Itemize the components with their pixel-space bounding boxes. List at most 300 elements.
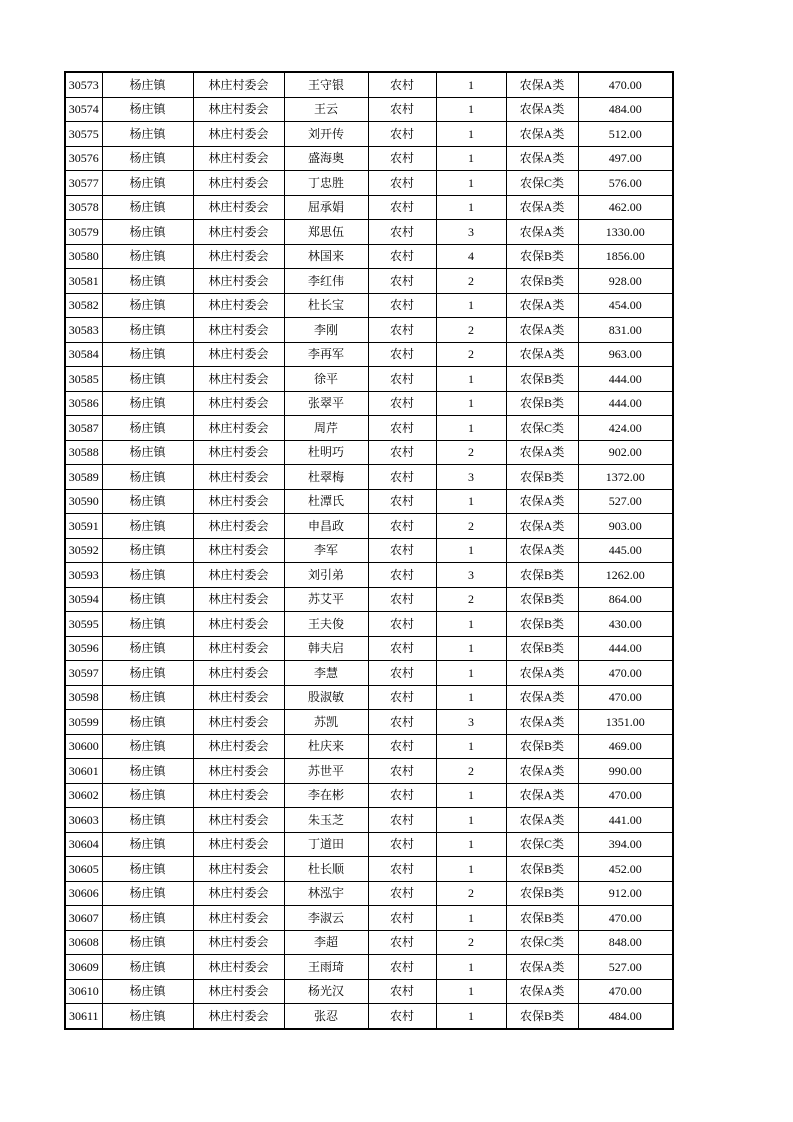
cell-area-type: 农村	[368, 514, 436, 539]
table-row	[65, 1004, 673, 1029]
cell-name: 申昌政	[284, 514, 368, 539]
cell-person-count: 2	[436, 759, 506, 784]
table-row	[65, 97, 673, 122]
cell-name: 苏艾平	[284, 587, 368, 612]
cell-id: 30606	[65, 881, 102, 906]
cell-person-count: 1	[436, 1004, 506, 1029]
cell-town: 杨庄镇	[102, 514, 193, 539]
cell-town: 杨庄镇	[102, 72, 193, 97]
cell-id: 30599	[65, 710, 102, 735]
cell-area-type: 农村	[368, 391, 436, 416]
cell-insurance-class: 农保B类	[506, 391, 578, 416]
cell-area-type: 农村	[368, 563, 436, 588]
cell-name: 李淑云	[284, 906, 368, 931]
cell-insurance-class: 农保B类	[506, 857, 578, 882]
cell-insurance-class: 农保A类	[506, 97, 578, 122]
cell-person-count: 2	[436, 342, 506, 367]
cell-area-type: 农村	[368, 906, 436, 931]
cell-amount: 444.00	[578, 367, 673, 392]
cell-amount: 469.00	[578, 734, 673, 759]
cell-area-type: 农村	[368, 146, 436, 171]
cell-area-type: 农村	[368, 171, 436, 196]
cell-town: 杨庄镇	[102, 538, 193, 563]
cell-village: 林庄村委会	[193, 342, 284, 367]
cell-area-type: 农村	[368, 416, 436, 441]
cell-person-count: 2	[436, 269, 506, 294]
cell-town: 杨庄镇	[102, 857, 193, 882]
cell-id: 30605	[65, 857, 102, 882]
cell-area-type: 农村	[368, 465, 436, 490]
cell-insurance-class: 农保C类	[506, 171, 578, 196]
cell-name: 徐平	[284, 367, 368, 392]
cell-id: 30577	[65, 171, 102, 196]
cell-name: 王夫俊	[284, 612, 368, 637]
cell-amount: 452.00	[578, 857, 673, 882]
table-row	[65, 465, 673, 490]
cell-town: 杨庄镇	[102, 489, 193, 514]
cell-id: 30578	[65, 195, 102, 220]
cell-amount: 394.00	[578, 832, 673, 857]
cell-name: 刘开传	[284, 122, 368, 147]
cell-name: 李慧	[284, 661, 368, 686]
cell-id: 30595	[65, 612, 102, 637]
cell-person-count: 3	[436, 710, 506, 735]
cell-id: 30607	[65, 906, 102, 931]
cell-village: 林庄村委会	[193, 955, 284, 980]
cell-area-type: 农村	[368, 636, 436, 661]
cell-person-count: 1	[436, 808, 506, 833]
cell-id: 30575	[65, 122, 102, 147]
cell-village: 林庄村委会	[193, 906, 284, 931]
cell-id: 30582	[65, 293, 102, 318]
cell-area-type: 农村	[368, 661, 436, 686]
table-row	[65, 489, 673, 514]
cell-town: 杨庄镇	[102, 244, 193, 269]
cell-person-count: 1	[436, 367, 506, 392]
cell-id: 30584	[65, 342, 102, 367]
cell-name: 李刚	[284, 318, 368, 343]
cell-town: 杨庄镇	[102, 220, 193, 245]
cell-person-count: 2	[436, 881, 506, 906]
cell-person-count: 2	[436, 440, 506, 465]
cell-village: 林庄村委会	[193, 440, 284, 465]
table-row	[65, 342, 673, 367]
cell-amount: 831.00	[578, 318, 673, 343]
cell-village: 林庄村委会	[193, 857, 284, 882]
cell-area-type: 农村	[368, 318, 436, 343]
cell-name: 李在彬	[284, 783, 368, 808]
cell-town: 杨庄镇	[102, 636, 193, 661]
cell-area-type: 农村	[368, 538, 436, 563]
table-row	[65, 808, 673, 833]
cell-area-type: 农村	[368, 759, 436, 784]
cell-village: 林庄村委会	[193, 808, 284, 833]
table-row	[65, 734, 673, 759]
cell-insurance-class: 农保A类	[506, 195, 578, 220]
cell-id: 30593	[65, 563, 102, 588]
beneficiary-table	[64, 71, 674, 1030]
cell-village: 林庄村委会	[193, 269, 284, 294]
table-row	[65, 514, 673, 539]
cell-area-type: 农村	[368, 440, 436, 465]
cell-insurance-class: 农保A类	[506, 489, 578, 514]
cell-id: 30592	[65, 538, 102, 563]
cell-village: 林庄村委会	[193, 759, 284, 784]
cell-area-type: 农村	[368, 612, 436, 637]
cell-insurance-class: 农保A类	[506, 122, 578, 147]
cell-amount: 497.00	[578, 146, 673, 171]
cell-village: 林庄村委会	[193, 171, 284, 196]
table-row	[65, 72, 673, 97]
cell-name: 林国来	[284, 244, 368, 269]
table-row	[65, 759, 673, 784]
cell-amount: 424.00	[578, 416, 673, 441]
cell-insurance-class: 农保C类	[506, 832, 578, 857]
cell-insurance-class: 农保A类	[506, 146, 578, 171]
cell-name: 李红伟	[284, 269, 368, 294]
cell-person-count: 1	[436, 416, 506, 441]
cell-person-count: 1	[436, 293, 506, 318]
cell-id: 30580	[65, 244, 102, 269]
cell-amount: 902.00	[578, 440, 673, 465]
cell-village: 林庄村委会	[193, 563, 284, 588]
cell-person-count: 1	[436, 636, 506, 661]
cell-insurance-class: 农保A类	[506, 293, 578, 318]
cell-person-count: 4	[436, 244, 506, 269]
cell-village: 林庄村委会	[193, 783, 284, 808]
cell-village: 林庄村委会	[193, 244, 284, 269]
table-row	[65, 857, 673, 882]
cell-amount: 470.00	[578, 661, 673, 686]
cell-insurance-class: 农保A类	[506, 342, 578, 367]
cell-insurance-class: 农保A类	[506, 318, 578, 343]
cell-name: 张忍	[284, 1004, 368, 1029]
cell-insurance-class: 农保B类	[506, 636, 578, 661]
cell-insurance-class: 农保A类	[506, 661, 578, 686]
cell-village: 林庄村委会	[193, 832, 284, 857]
table-body	[65, 72, 673, 1029]
cell-name: 周芹	[284, 416, 368, 441]
cell-town: 杨庄镇	[102, 1004, 193, 1029]
cell-id: 30574	[65, 97, 102, 122]
cell-amount: 512.00	[578, 122, 673, 147]
table-row	[65, 612, 673, 637]
cell-village: 林庄村委会	[193, 930, 284, 955]
cell-area-type: 农村	[368, 122, 436, 147]
cell-area-type: 农村	[368, 1004, 436, 1029]
cell-area-type: 农村	[368, 832, 436, 857]
cell-town: 杨庄镇	[102, 979, 193, 1004]
cell-id: 30598	[65, 685, 102, 710]
cell-id: 30596	[65, 636, 102, 661]
table-row	[65, 269, 673, 294]
cell-id: 30588	[65, 440, 102, 465]
cell-insurance-class: 农保A类	[506, 514, 578, 539]
cell-insurance-class: 农保A类	[506, 685, 578, 710]
cell-village: 林庄村委会	[193, 489, 284, 514]
cell-town: 杨庄镇	[102, 832, 193, 857]
cell-village: 林庄村委会	[193, 734, 284, 759]
cell-town: 杨庄镇	[102, 759, 193, 784]
table-row	[65, 881, 673, 906]
cell-amount: 912.00	[578, 881, 673, 906]
cell-village: 林庄村委会	[193, 612, 284, 637]
cell-village: 林庄村委会	[193, 710, 284, 735]
cell-town: 杨庄镇	[102, 122, 193, 147]
cell-amount: 1351.00	[578, 710, 673, 735]
cell-amount: 441.00	[578, 808, 673, 833]
cell-name: 苏凯	[284, 710, 368, 735]
cell-area-type: 农村	[368, 955, 436, 980]
cell-amount: 430.00	[578, 612, 673, 637]
cell-insurance-class: 农保B类	[506, 906, 578, 931]
cell-name: 林泓宇	[284, 881, 368, 906]
cell-amount: 470.00	[578, 685, 673, 710]
cell-person-count: 1	[436, 146, 506, 171]
cell-area-type: 农村	[368, 367, 436, 392]
cell-amount: 576.00	[578, 171, 673, 196]
table-row	[65, 220, 673, 245]
cell-village: 林庄村委会	[193, 220, 284, 245]
table-row	[65, 832, 673, 857]
table-row	[65, 587, 673, 612]
cell-name: 李再军	[284, 342, 368, 367]
cell-person-count: 3	[436, 220, 506, 245]
table-row	[65, 710, 673, 735]
cell-town: 杨庄镇	[102, 661, 193, 686]
cell-village: 林庄村委会	[193, 72, 284, 97]
table-row	[65, 318, 673, 343]
cell-person-count: 1	[436, 97, 506, 122]
cell-area-type: 农村	[368, 342, 436, 367]
cell-name: 王雨琦	[284, 955, 368, 980]
table-row	[65, 244, 673, 269]
table-row	[65, 293, 673, 318]
cell-name: 杨光汉	[284, 979, 368, 1004]
cell-insurance-class: 农保A类	[506, 440, 578, 465]
cell-town: 杨庄镇	[102, 171, 193, 196]
cell-id: 30590	[65, 489, 102, 514]
cell-name: 杜翠梅	[284, 465, 368, 490]
cell-area-type: 农村	[368, 489, 436, 514]
cell-person-count: 2	[436, 587, 506, 612]
cell-village: 林庄村委会	[193, 146, 284, 171]
cell-town: 杨庄镇	[102, 906, 193, 931]
cell-amount: 864.00	[578, 587, 673, 612]
cell-amount: 1856.00	[578, 244, 673, 269]
cell-village: 林庄村委会	[193, 318, 284, 343]
table-row	[65, 563, 673, 588]
cell-village: 林庄村委会	[193, 881, 284, 906]
cell-area-type: 农村	[368, 195, 436, 220]
table-row	[65, 440, 673, 465]
cell-town: 杨庄镇	[102, 342, 193, 367]
cell-village: 林庄村委会	[193, 465, 284, 490]
cell-town: 杨庄镇	[102, 734, 193, 759]
cell-insurance-class: 农保A类	[506, 220, 578, 245]
cell-area-type: 农村	[368, 734, 436, 759]
cell-person-count: 1	[436, 612, 506, 637]
cell-name: 王守银	[284, 72, 368, 97]
cell-insurance-class: 农保B类	[506, 1004, 578, 1029]
cell-insurance-class: 农保B类	[506, 734, 578, 759]
cell-insurance-class: 农保B类	[506, 465, 578, 490]
cell-area-type: 农村	[368, 72, 436, 97]
table-row	[65, 930, 673, 955]
table-row	[65, 661, 673, 686]
cell-person-count: 1	[436, 906, 506, 931]
cell-id: 30585	[65, 367, 102, 392]
cell-id: 30604	[65, 832, 102, 857]
cell-id: 30591	[65, 514, 102, 539]
cell-id: 30587	[65, 416, 102, 441]
cell-amount: 470.00	[578, 72, 673, 97]
cell-amount: 990.00	[578, 759, 673, 784]
cell-town: 杨庄镇	[102, 269, 193, 294]
cell-area-type: 农村	[368, 710, 436, 735]
cell-id: 30602	[65, 783, 102, 808]
cell-amount: 470.00	[578, 906, 673, 931]
cell-village: 林庄村委会	[193, 416, 284, 441]
cell-name: 盛海奥	[284, 146, 368, 171]
cell-name: 苏世平	[284, 759, 368, 784]
cell-village: 林庄村委会	[193, 97, 284, 122]
table-row	[65, 122, 673, 147]
cell-insurance-class: 农保B类	[506, 269, 578, 294]
cell-id: 30594	[65, 587, 102, 612]
cell-insurance-class: 农保A类	[506, 955, 578, 980]
cell-amount: 1330.00	[578, 220, 673, 245]
table-row	[65, 906, 673, 931]
cell-area-type: 农村	[368, 269, 436, 294]
cell-village: 林庄村委会	[193, 587, 284, 612]
cell-name: 郑思伍	[284, 220, 368, 245]
cell-insurance-class: 农保B类	[506, 367, 578, 392]
cell-id: 30576	[65, 146, 102, 171]
cell-id: 30610	[65, 979, 102, 1004]
cell-amount: 444.00	[578, 636, 673, 661]
cell-person-count: 1	[436, 832, 506, 857]
cell-village: 林庄村委会	[193, 367, 284, 392]
cell-area-type: 农村	[368, 97, 436, 122]
cell-name: 李超	[284, 930, 368, 955]
cell-amount: 527.00	[578, 489, 673, 514]
cell-village: 林庄村委会	[193, 1004, 284, 1029]
cell-village: 林庄村委会	[193, 195, 284, 220]
cell-insurance-class: 农保A类	[506, 72, 578, 97]
cell-name: 杜明巧	[284, 440, 368, 465]
cell-name: 杜潭氏	[284, 489, 368, 514]
cell-person-count: 1	[436, 979, 506, 1004]
cell-area-type: 农村	[368, 220, 436, 245]
cell-name: 刘引弟	[284, 563, 368, 588]
cell-amount: 470.00	[578, 979, 673, 1004]
cell-village: 林庄村委会	[193, 979, 284, 1004]
cell-id: 30597	[65, 661, 102, 686]
cell-name: 朱玉芝	[284, 808, 368, 833]
cell-person-count: 3	[436, 465, 506, 490]
table-row	[65, 195, 673, 220]
cell-name: 丁忠胜	[284, 171, 368, 196]
table-row	[65, 171, 673, 196]
table-row	[65, 783, 673, 808]
cell-town: 杨庄镇	[102, 955, 193, 980]
table-row	[65, 146, 673, 171]
cell-village: 林庄村委会	[193, 514, 284, 539]
cell-town: 杨庄镇	[102, 587, 193, 612]
cell-person-count: 1	[436, 734, 506, 759]
cell-id: 30603	[65, 808, 102, 833]
cell-person-count: 1	[436, 661, 506, 686]
cell-town: 杨庄镇	[102, 465, 193, 490]
cell-amount: 848.00	[578, 930, 673, 955]
cell-town: 杨庄镇	[102, 783, 193, 808]
cell-id: 30600	[65, 734, 102, 759]
cell-person-count: 1	[436, 195, 506, 220]
cell-town: 杨庄镇	[102, 808, 193, 833]
cell-town: 杨庄镇	[102, 391, 193, 416]
cell-village: 林庄村委会	[193, 293, 284, 318]
cell-id: 30579	[65, 220, 102, 245]
cell-amount: 484.00	[578, 97, 673, 122]
table-row	[65, 538, 673, 563]
cell-area-type: 农村	[368, 930, 436, 955]
cell-person-count: 1	[436, 857, 506, 882]
cell-insurance-class: 农保B类	[506, 563, 578, 588]
cell-id: 30589	[65, 465, 102, 490]
cell-village: 林庄村委会	[193, 391, 284, 416]
cell-insurance-class: 农保A类	[506, 979, 578, 1004]
cell-town: 杨庄镇	[102, 930, 193, 955]
cell-name: 屈承娟	[284, 195, 368, 220]
cell-name: 杜庆来	[284, 734, 368, 759]
cell-name: 王云	[284, 97, 368, 122]
cell-town: 杨庄镇	[102, 293, 193, 318]
cell-person-count: 1	[436, 685, 506, 710]
cell-person-count: 1	[436, 538, 506, 563]
cell-person-count: 3	[436, 563, 506, 588]
cell-insurance-class: 农保B类	[506, 244, 578, 269]
cell-town: 杨庄镇	[102, 195, 193, 220]
cell-insurance-class: 农保B类	[506, 881, 578, 906]
cell-amount: 445.00	[578, 538, 673, 563]
cell-name: 韩夫启	[284, 636, 368, 661]
cell-id: 30581	[65, 269, 102, 294]
cell-name: 股淑敏	[284, 685, 368, 710]
cell-amount: 963.00	[578, 342, 673, 367]
cell-town: 杨庄镇	[102, 881, 193, 906]
cell-id: 30601	[65, 759, 102, 784]
cell-town: 杨庄镇	[102, 416, 193, 441]
cell-area-type: 农村	[368, 244, 436, 269]
cell-area-type: 农村	[368, 783, 436, 808]
cell-amount: 454.00	[578, 293, 673, 318]
cell-amount: 928.00	[578, 269, 673, 294]
cell-amount: 470.00	[578, 783, 673, 808]
cell-person-count: 2	[436, 318, 506, 343]
cell-insurance-class: 农保C类	[506, 416, 578, 441]
cell-insurance-class: 农保A类	[506, 710, 578, 735]
cell-amount: 462.00	[578, 195, 673, 220]
cell-area-type: 农村	[368, 881, 436, 906]
cell-town: 杨庄镇	[102, 97, 193, 122]
cell-person-count: 1	[436, 171, 506, 196]
cell-id: 30583	[65, 318, 102, 343]
cell-person-count: 2	[436, 514, 506, 539]
cell-id: 30586	[65, 391, 102, 416]
cell-insurance-class: 农保A类	[506, 783, 578, 808]
cell-person-count: 1	[436, 783, 506, 808]
